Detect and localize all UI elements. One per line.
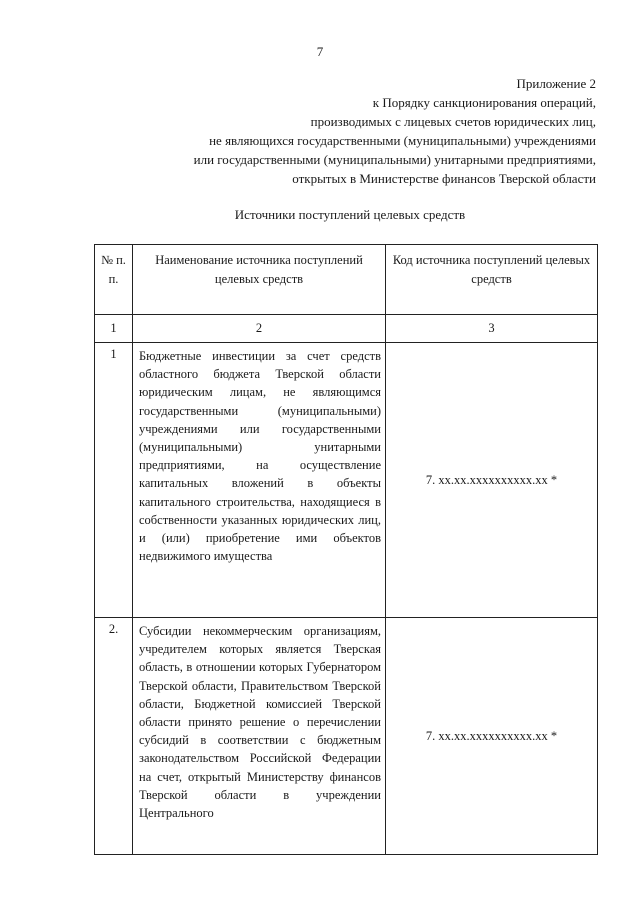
column-number: 3: [386, 315, 598, 343]
row-number: 1: [95, 343, 133, 618]
appendix-line: к Порядку санкционирования операций,: [372, 95, 596, 110]
appendix-line: Приложение 2: [516, 76, 596, 91]
header-name: Наименование источника поступлений целевых средств: [133, 245, 386, 315]
column-number: 1: [95, 315, 133, 343]
row-source-name: Субсидии некоммерческим организациям, учредителем которых является Тверская область, в отношении которых Губернатором Тверской области, Правительством Тверской области, Бюджетной комиссией Тверской области принято решение о перечислении субсидий в соответствии с бюджетным законодательством Российской Федерации на счет, открытый Министерству финансов Тверской области в учреждении Центрального: [133, 618, 386, 855]
row-number: 2.: [95, 618, 133, 855]
table-row: [95, 343, 598, 618]
column-numbers-row: [95, 315, 598, 343]
row-source-code: 7. хх.хх.хххххххххх.хх *: [386, 343, 598, 618]
appendix-line: не являющихся государственными (муниципальными) учреждениями: [209, 133, 596, 148]
header-number: № п. п.: [95, 245, 133, 315]
table-row: [95, 618, 598, 855]
sources-table: [94, 244, 598, 855]
page-number: 7: [316, 44, 324, 59]
appendix-line: или государственными (муниципальными) унитарными предприятиями,: [193, 152, 596, 167]
column-number: 2: [133, 315, 386, 343]
header-code: Код источника поступлений целевых средств: [386, 245, 598, 315]
appendix-note: [36, 74, 596, 188]
appendix-line: открытых в Министерстве финансов Тверской области: [292, 171, 596, 186]
appendix-line: производимых с лицевых счетов юридических лиц,: [310, 114, 596, 129]
document-title: Источники поступлений целевых средств: [234, 207, 466, 222]
table-header-row: [95, 245, 598, 315]
row-source-code: 7. хх.хх.хххххххххх.хх *: [386, 618, 598, 855]
row-source-name: Бюджетные инвестиции за счет средств областного бюджета Тверской области юридическим лицам, не являющимся государственными (муниципальными) учреждениями или государственными (муниципальными) унитарными предприятиями, на осуществление капитальных вложений в объекты капитального строительства, находящиеся в собственности указанных юридических лиц, и (или) приобретение ими объектов недвижимого имущества: [133, 343, 386, 618]
